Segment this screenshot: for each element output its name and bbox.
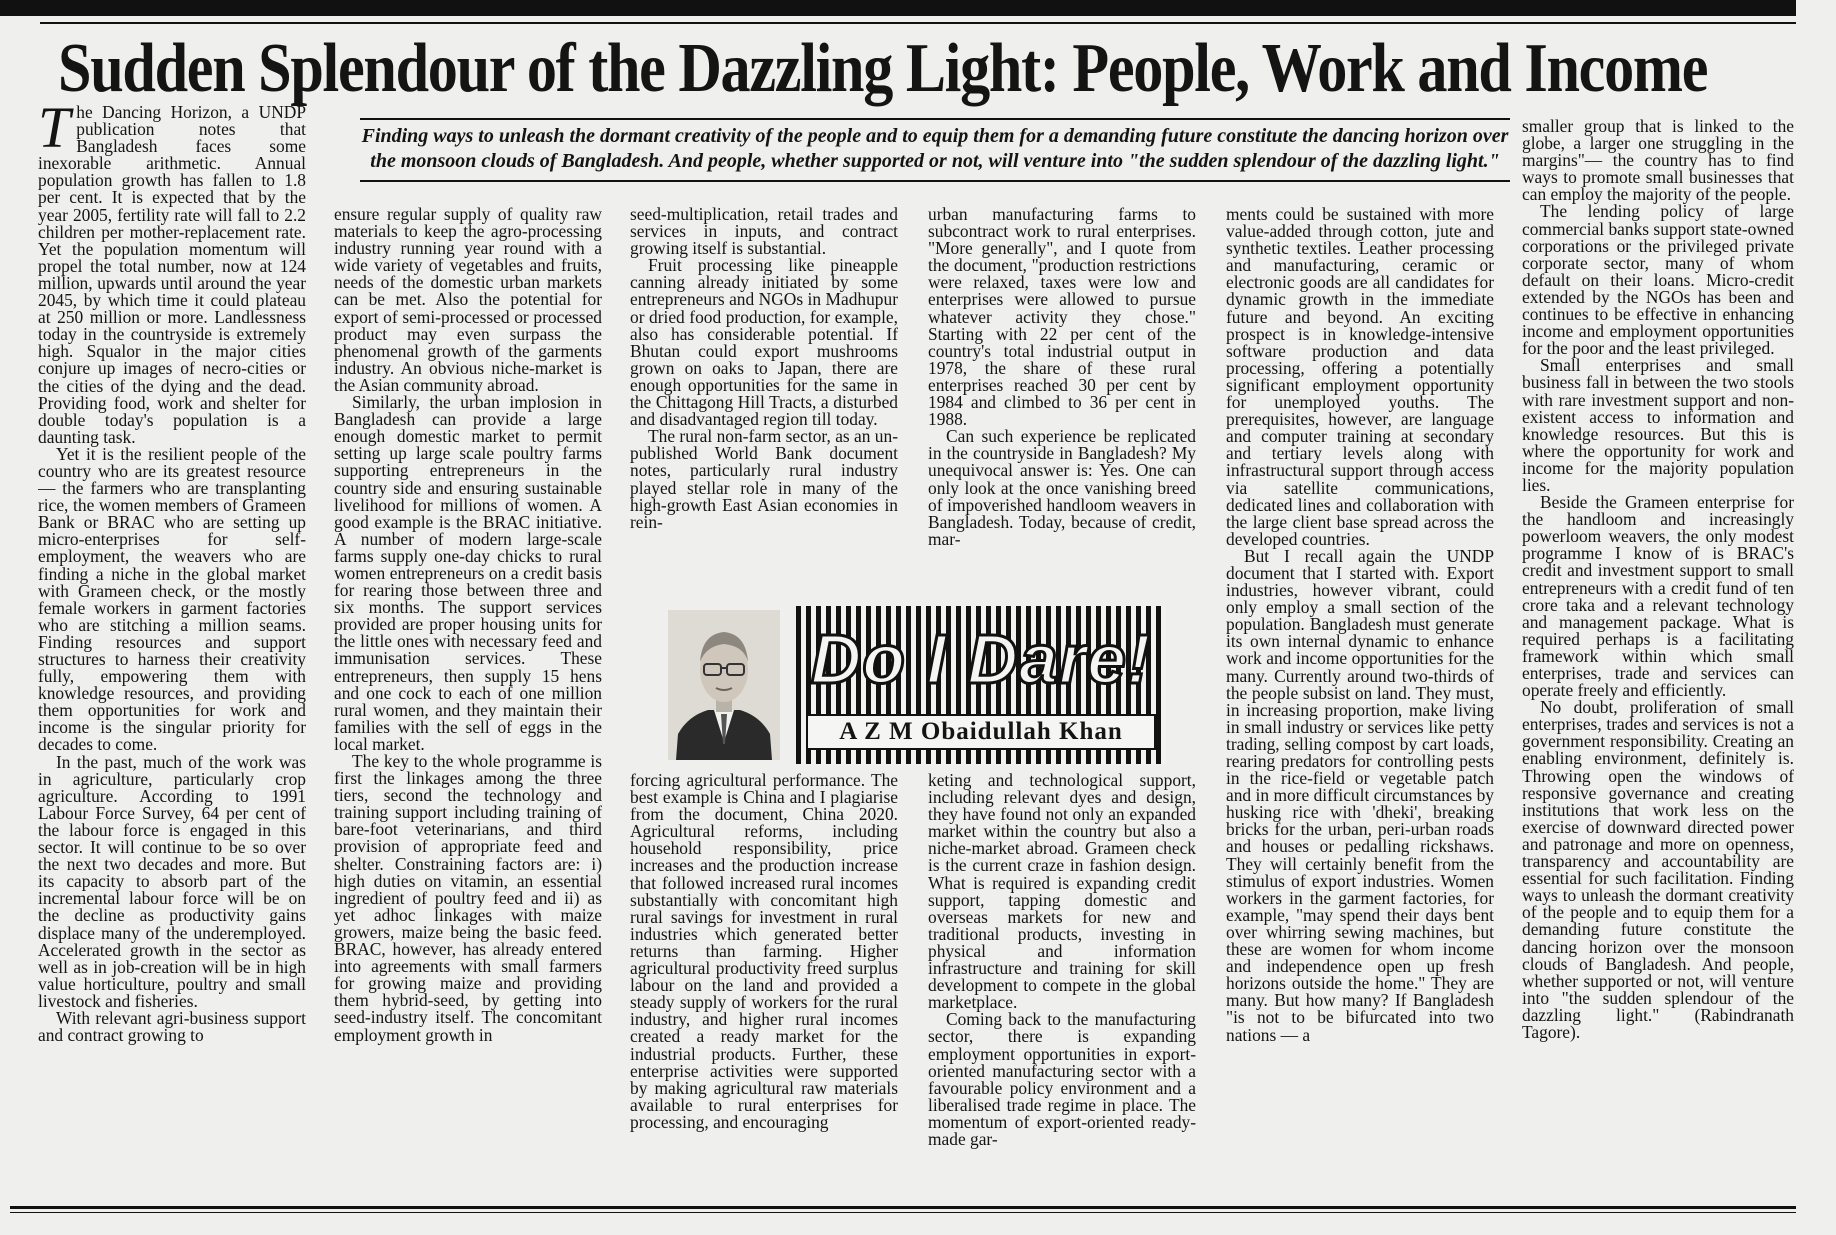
col5-para-1: ments could be sustained with more value-added through cotton, jute and synthetic textiles. Leather processing and manufacturing, ceramic or electronic goods are all candidates for dynamic growth in the immediate future and beyond. An exciting prospect is in knowledge-intensive software production and data processing, offering a potentially significant employment opportunity for unemployed youths. The prerequisites, however, are language and computer training at secondary and tertiary levels along with infrastructural support through access via satellite communications, dedicated lines and collaboration with the large client base spread across the developed countries. [1226, 206, 1494, 549]
col4-para-2: Can such experience be replicated in the countryside in Bangladesh? My unequivocal answer is: Yes. One can only look at the once vanishing breed of impoverished handloom weavers in Bangladesh. Today, because of credit, mar- [928, 426, 1196, 549]
col4-para-1: urban manufacturing farms to subcontract work to rural enterprises. "More generally", and I quote from the document, "production restrictions were relaxed, taxes were low and enterprises were allowed to pursue whatever activity they chose." Starting with 22 per cent of the country's total industrial output in 1978, the share of these rural enterprises reached 30 per cent by 1984 and climbed to 36 per cent in 1988. [928, 206, 1196, 430]
column-1 [38, 104, 306, 1204]
column-4-top [928, 206, 1196, 590]
dropcap: T [38, 104, 71, 160]
column-3-top [630, 206, 898, 590]
column-2 [334, 206, 602, 1204]
col6-para-5: No doubt, proliferation of small enterprises, trades and services is not a government responsibility. Creating an enabling environment, definitely is. Throwing open the windows of responsive governance and creating institutions that work less on the exercise of downward directed power and patronage and more on openness, transparency and accountability are essential for such facilitation. Finding ways to unleash the dormant creativity of the people and to equip them for a demanding future constitute the dancing horizon over the monsoon clouds of Bangladesh. And people, whether supported or not, will venture into "the sudden splendour of the dazzling light." (Rabindranath Tagore). [1522, 697, 1794, 1042]
col1-para-1 [38, 104, 306, 446]
col3-para-1: seed-multiplication, retail trades and services in inputs, and contract growing itself is substantial. [630, 206, 898, 259]
col6-para-4: Beside the Grameen enterprise for the handloom and increasingly powerloom weavers, the only modest programme I know of is BRAC's credit and investment support to small entrepreneurs with a credit fund of ten crore taka and a relevant technology and management package. What is required perhaps is a facilitating framework within which small enterprises, trade and services can operate freely and efficiently. [1522, 492, 1794, 701]
column-title: Do I Dare! [810, 620, 1152, 698]
col3-para-2: Fruit processing like pineapple canning already initiated by some entrepreneurs and NGOs in Madhupur or dried food production, for example, also has considerable potential. If Bhutan could export mushrooms grown on oaks to Japan, there are enough opportunities for the same in the Chittagong Hill Tracts, a disturbed and disadvantaged region till today. [630, 255, 898, 430]
col1-para-1-text: he Dancing Horizon, a UNDP publication notes that Bangladesh faces some inexorable arithmetic. Annual population growth has fallen to 1.8 per cent. It is expected that by the year 2005, fertility rate will fall to 2.2 children per mother-replacement rate. Yet the population momentum will propel the total number, now at 124 million, upwards until around the year 2045, by which time it could plateau at 250 million or more. Landlessness today in the countryside is extremely high. Squalor in the major cities conjure up images of necro-cities or the cities of the dying and the dead. Providing food, work and shelter for double today's population is a daunting task. [38, 104, 306, 447]
author-portrait-image [668, 610, 780, 760]
col4b-para-1: keting and technological support, including relevant dyes and design, they have found not only an expanded market within the country but also a niche-market abroad. Grameen check is the current craze in fashion design. What is required is expanding credit support, tapping domestic and overseas markets for new and traditional products, investing in physical and information infrastructure and training for skill development to compete in the global marketplace. [928, 772, 1196, 1013]
col3-para-3: The rural non-farm sector, as an un-published World Bank document notes, particularly rural industry played stellar role in many of the high-growth East Asian economies in rein- [630, 426, 898, 532]
col6-para-1: smaller group that is linked to the globe, a larger one struggling in the margins"— the country has to find ways to promote small businesses that can employ the majority of the people. [1522, 118, 1794, 205]
col2-para-3: The key to the whole programme is first the linkages among the three tiers, second the technology and training support including training of bare-foot veterinarians, and third provision of appropriate feed and shelter. Constraining factors are: i) high duties on vitamin, an essential ingredient of poultry feed and ii) as yet adhoc linkages with maize growers, maize being the basic feed. BRAC, however, has already entered into agreements with small farmers for growing maize and providing them hybrid-seed, by getting into seed-industry itself. The concomitant employment growth in [334, 751, 602, 1045]
column-banner [796, 606, 1166, 764]
column-4-bottom [928, 772, 1196, 1204]
col6-para-2: The lending policy of large commercial banks support state-owned corporations or the privileged private corporate sector, many of whom default on their loans. Micro-credit extended by the NGOs has been and continues to be effective in enhancing income and employment opportunities for the poor and the least privileged. [1522, 201, 1794, 359]
top-rule [0, 0, 1796, 16]
column-3-bottom [630, 772, 898, 1204]
col5-para-2: But I recall again the UNDP document that I started with. Export industries, however vibrant, could only employ a small section of the population. Bangladesh must generate its own internal dynamic to enhance work and income opportunities for the many. Currently around two-thirds of the people subsist on land. They must, in increasing proportion, make living in small industry or services like petty trading, selling compost by cart loads, rearing predators for controlling pests in the rice-field or vegetable patch and in more difficult circumstances by husking rice with 'dheki', breaking bricks for the urban, peri-urban roads and houses or pedalling rickshaws. They will certainly benefit from the stimulus of export industries. Women workers in the garment factories, for example, "may spend their days bent over whirring sewing machines, but these are women for whom income and independence open up fresh horizons outside the home." They are many. But how many? If Bangladesh "is not to be bifurcated into two nations — a [1226, 545, 1494, 1045]
col2-para-2: Similarly, the urban implosion in Bangladesh can provide a large enough domestic market to permit setting up large scale poultry farms supporting entrepreneurs in the country side and ensuring sustainable livelihood for millions of women. A good example is the BRAC initiative. A number of modern large-scale farms supply one-day chicks to rural women entrepreneurs on a credit basis for rearing those between three and six months. The support services provided are proper housing units for the little ones with necessary feed and immunisation services. These entrepreneurs, then supply 15 hens and one cock to each of one million rural women, and they maintain their families with the sell of eggs in the local market. [334, 392, 602, 754]
bottom-thin-rule [10, 1212, 1796, 1213]
pull-quote: Finding ways to unleash the dormant creativity of the people and to equip them for a demanding future constitute the dancing horizon over the monsoon clouds of Bangladesh. And people, whether supported or not, will venture into "the sudden splendour of the dazzling light." [360, 118, 1510, 182]
col1-para-2: Yet it is the resilient people of the country who are its greatest resource — the farmers who are transplanting rice, the women members of Grameen Bank or BRAC who are setting up micro-enterprises for self-employment, the weavers who are finding a niche in the global market with Grameen check, or the mostly female workers in garment factories who are stitching a million seams. Finding resources and support structures to harness their creativity fully, empowering them with knowledge resources, and providing them opportunities for work and income is the singular priority for decades to come. [38, 443, 306, 755]
col6-para-3: Small enterprises and small business fall in between the two stools with rare investment support and non-existent access to information and knowledge resources. But this is where the opportunity for work and income for the majority population lies. [1522, 355, 1794, 495]
col3b-para-1: forcing agricultural performance. The best example is China and I plagiarise from the document, China 2020. Agricultural reforms, including household responsibility, price increases and the production increase that followed increased rural incomes substantially with concomitant high rural savings for investment in rural industries which generated better returns than farming. Higher agricultural productivity freed surplus labour on the land and provided a steady supply of workers for the rural industry, and higher rural incomes created a ready market for the industrial products. Further, these enterprise activities were supported by making agricultural raw materials available to rural enterprises for processing, and encouraging [630, 772, 898, 1132]
col2-para-1: ensure regular supply of quality raw materials to keep the agro-processing industry running year round with a wide variety of vegetables and fruits, needs of the domestic urban markets can be met. Also the potential for export of semi-processed or processed product may even surpass the phenomenal growth of the garments industry. An obvious niche-market is the Asian community abroad. [334, 206, 602, 395]
col1-para-3: In the past, much of the work was in agriculture, particularly crop agriculture. According to 1991 Labour Force Survey, 64 per cent of the labour force is engaged in this sector. It will continue to be so over the next two decades and more. But its capacity to absorb part of the incremental labour force will be on the decline as productivity gains displace many of the underemployed. Accelerated growth in the sector as well as in job-creation will be in high value horticulture, poultry and small livestock and fisheries. [38, 751, 306, 1011]
column-6 [1522, 118, 1794, 1204]
top-thin-rule [40, 22, 1796, 24]
col4b-para-2: Coming back to the manufacturing sector, there is expanding employment opportunities in export-oriented manufacturing sector with a favourable policy environment and a liberalised trade regime in place. The momentum of export-oriented ready-made gar- [928, 1009, 1196, 1149]
headline: Sudden Splendour of the Dazzling Light: People, Work and Income [58, 30, 1708, 107]
author-photo [668, 610, 780, 760]
column-5 [1226, 206, 1494, 1204]
author-byline: A Z M Obaidullah Khan [806, 714, 1156, 750]
bottom-rule [10, 1206, 1796, 1209]
col1-para-4: With relevant agri-business support and contract growing to [38, 1007, 306, 1046]
